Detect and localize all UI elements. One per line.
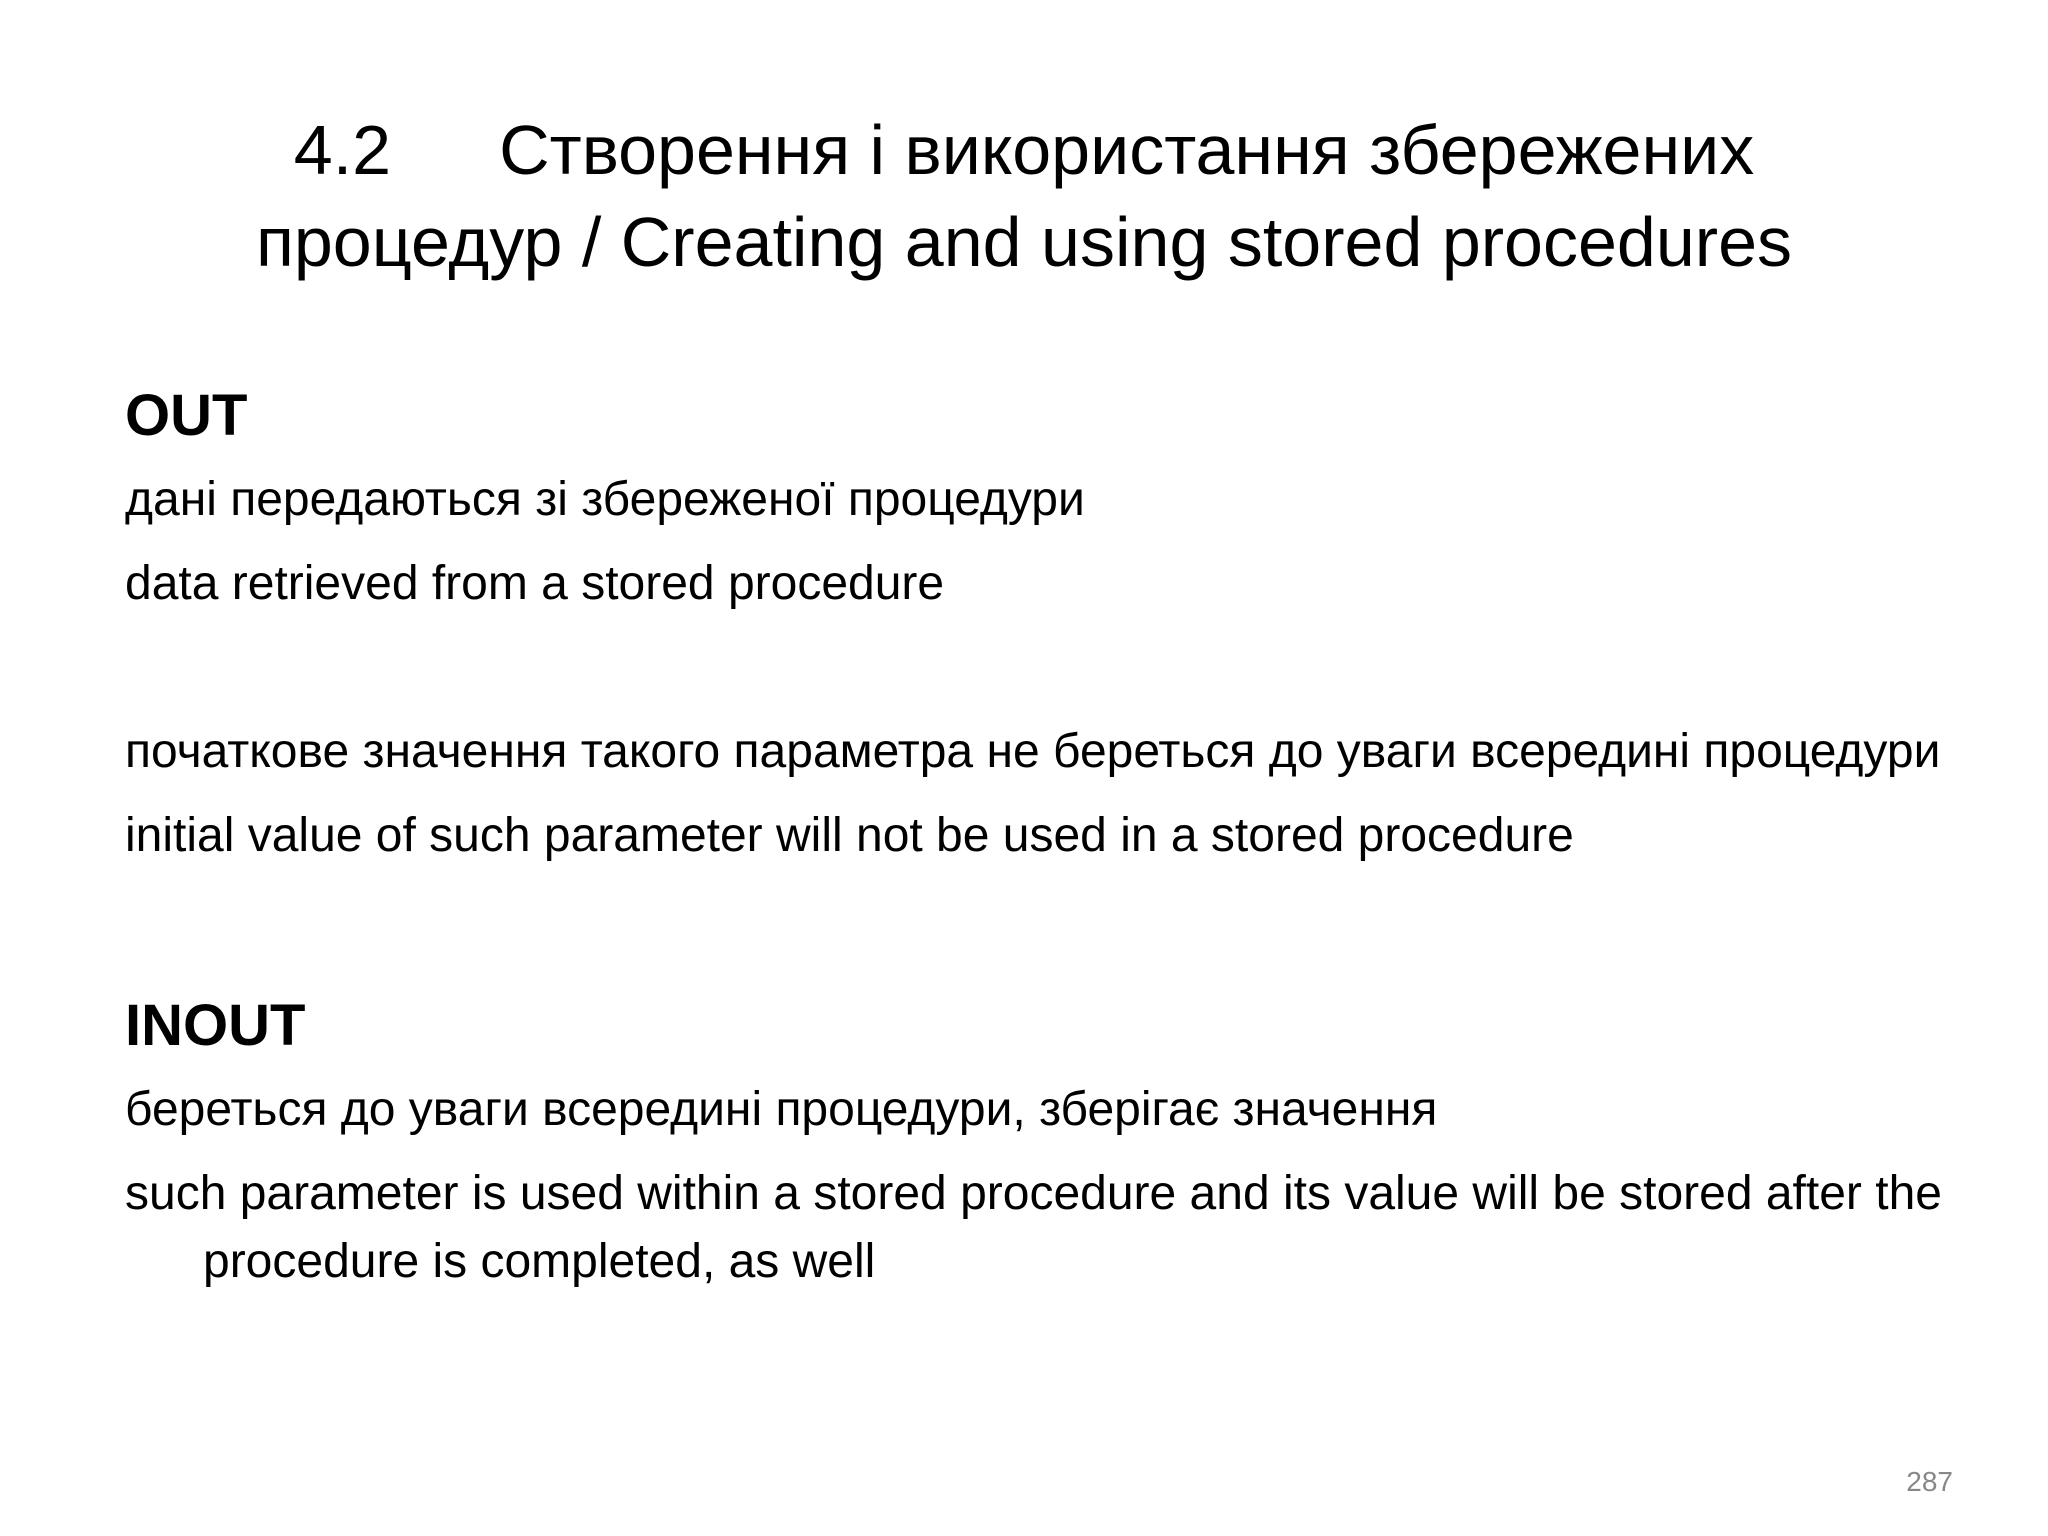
inout-heading: INOUT xyxy=(125,993,306,1058)
slide-title xyxy=(0,104,2048,288)
out-line-4: initial value of such parameter will not be used in a stored procedure xyxy=(125,809,1574,862)
out-line-3: початкове значення такого параметра не береться до уваги всередині процедури xyxy=(125,725,1941,778)
slide-content xyxy=(125,378,1955,1296)
title-number: 4.2 xyxy=(293,111,392,189)
title-line-1 xyxy=(0,104,2048,196)
page-number: 287 xyxy=(1906,1466,1953,1497)
out-heading: OUT xyxy=(125,383,248,448)
inout-line-1: береться до уваги всередині процедури, зберігає значення xyxy=(125,1083,1438,1136)
out-line-2: data retrieved from a stored procedure xyxy=(125,557,945,610)
title-line-2: процедур / Creating and using stored procedures xyxy=(255,203,1793,281)
out-line-1: дані передаються зі збереженої процедури xyxy=(125,473,1085,526)
inout-line-2: such parameter is used within a stored procedure and its value will be stored after the procedure is completed, as well xyxy=(125,1167,1942,1288)
title-text-1: Створення і використання збережених xyxy=(499,111,1755,189)
